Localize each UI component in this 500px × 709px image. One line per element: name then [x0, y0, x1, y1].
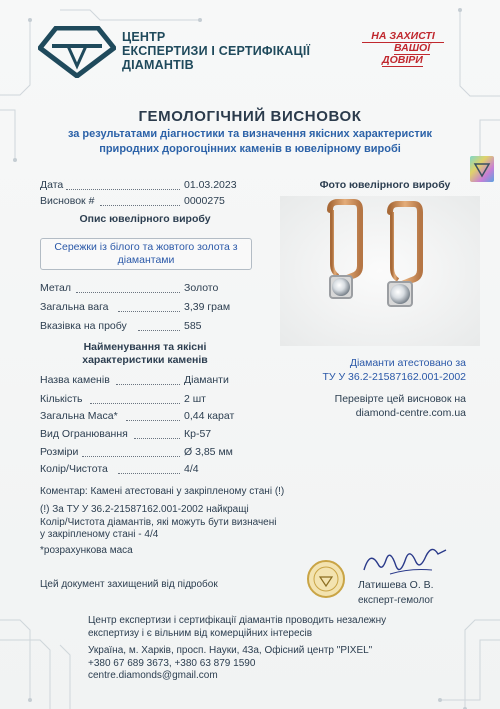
slogan-stamp: НА ЗАХИСТІ ВАШОЇ ДОВІРИ [362, 30, 444, 68]
verify-note: Перевірте цей висновок на diamond-centre.com.ua [290, 392, 466, 420]
field-total-mass: Загальна Маса* 0,44 карат [40, 410, 235, 422]
protection-note: Цей документ захищений від підробок [40, 579, 218, 590]
verify-link[interactable]: diamond-centre.com.ua [355, 407, 466, 419]
field-total-weight: Загальна вага 3,39 грам [40, 301, 231, 313]
attestation-note: Діаманти атестовано за ТУ У 36.2-21587162.001-2002 [322, 357, 466, 383]
field-dimensions: Розміри Ø 3,85 мм [40, 446, 233, 458]
stones-heading: Найменування та якісні характеристики каменів [82, 341, 208, 366]
item-description-heading: Опис ювелірного виробу [79, 213, 211, 225]
document-subtitle: за результатами діагностики та визначення якісних характеристик природних дорогоцінних каменів в ювелірному виробі [67, 128, 433, 155]
field-cut-type: Вид Огранювання Кр-57 [40, 428, 212, 440]
field-conclusion-number: Висновок # 0000275 [40, 195, 225, 207]
field-quantity: Кількість 2 шт [40, 393, 206, 405]
calc-mass-note: *розрахункова маса [40, 545, 133, 556]
contact-info [88, 645, 372, 683]
contact-phones: +380 67 689 3673, +380 63 879 1590 [88, 657, 256, 669]
signer-role: експерт-гемолог [358, 595, 434, 606]
field-stone-name: Назва каменів Діаманти [40, 374, 229, 386]
diamond-logo-icon [38, 26, 116, 78]
independence-disclaimer: Центр експертизи і сертифікації діамантів проводить незалежну експертизу і є вільним від комерційних інтересів [88, 615, 387, 639]
item-description-box: Сережки із білого та жовтого золота з діамантами [40, 238, 252, 270]
signature [360, 540, 450, 580]
photo-caption: Фото ювелірного виробу [319, 179, 451, 191]
field-metal: Метал Золото [40, 282, 219, 294]
field-date: Дата 01.03.2023 [40, 179, 237, 191]
seal-icon [306, 559, 346, 599]
document-title: ГЕМОЛОГІЧНИЙ ВИСНОВОК [138, 108, 362, 125]
earrings-photo [280, 196, 480, 346]
comment-text: Коментар: Камені атестовані у закріпленому стані (!) [40, 486, 285, 497]
footnote-text: (!) За ТУ У 36.2-21587162.001-2002 найкращі Колір/Чистота діамантів, які можуть бути визначені у закріпленому стані - 4/4 [40, 504, 277, 540]
field-assay: Вказівка на пробу 585 [40, 320, 202, 332]
signer-name: Латишева О. В. [358, 579, 434, 591]
organization-name: ЦЕНТР ЕКСПЕРТИЗИ І СЕРТИФІКАЦІЇ ДІАМАНТІВ [122, 30, 311, 72]
contact-address: Україна, м. Харків, просп. Науки, 43а, Офісний центр "PIXEL" [88, 645, 373, 656]
contact-email[interactable]: centre.diamonds@gmail.com [88, 670, 218, 681]
field-color-clarity: Колір/Чистота 4/4 [40, 463, 199, 475]
